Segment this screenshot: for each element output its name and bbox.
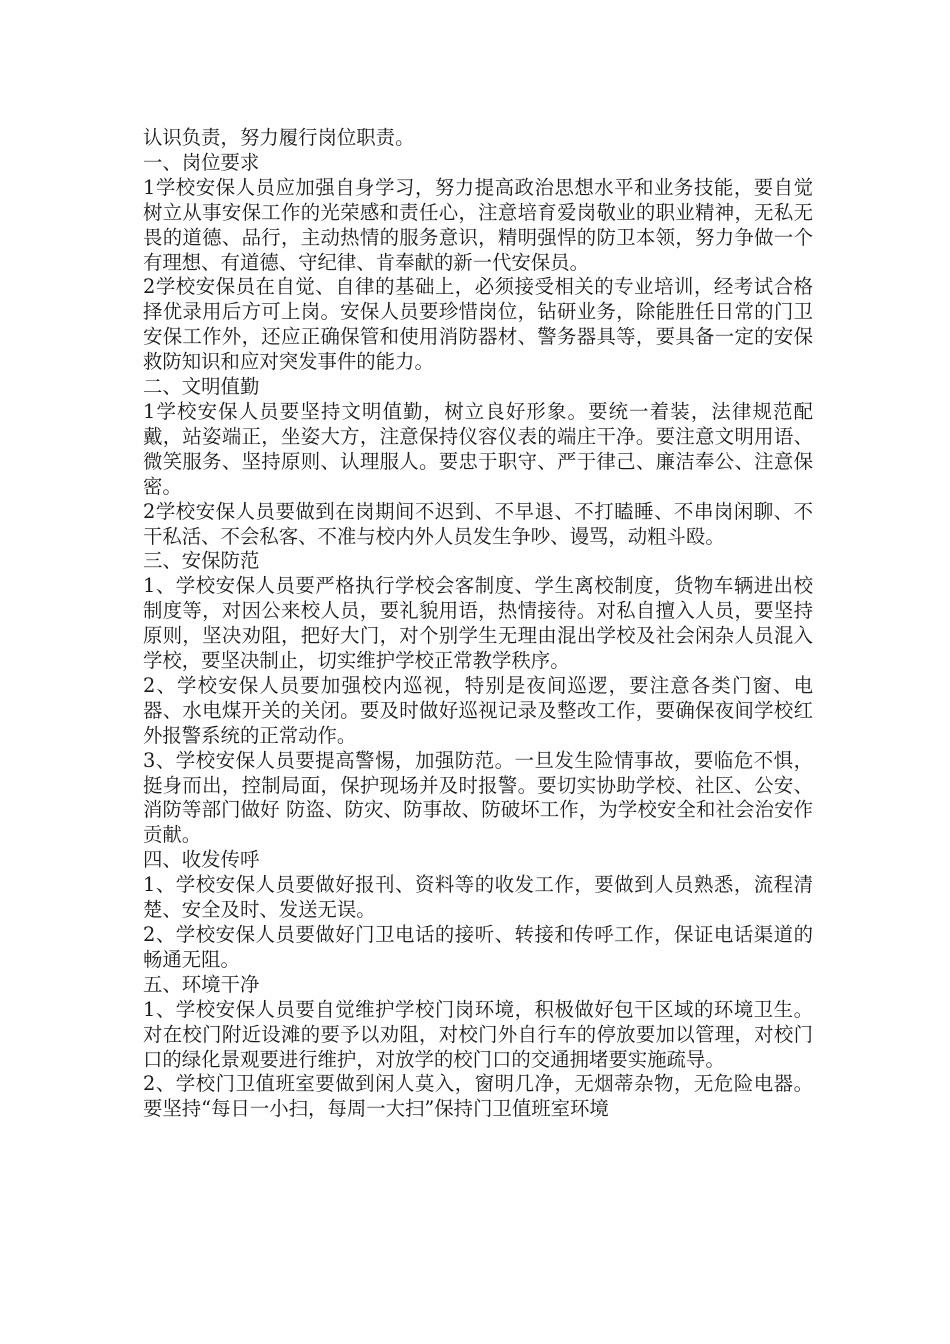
section-heading: 五、环境干净 (143, 972, 260, 996)
paragraph: 1学校安保人员要坚持文明值勤，树立良好形象。要统一着装，法律规范配戴，站姿端正，坐姿大方，注意保持仪容仪表的端庄干净。要注意文明用语、微笑服务、坚持原则、认理服人。要忠于职守、严于律己、廉洁奉公、注意保密。 (143, 399, 813, 498)
paragraph: 2学校安保人员要做到在岗期间不迟到、不早退、不打瞌睡、不串岗闲聊、不干私活、不会私客、不准与校内外人员发生争吵、谩骂，动粗斗殴。 (143, 499, 813, 548)
section-heading: 一、岗位要求 (143, 150, 260, 174)
paragraph: 1、学校安保人员要自觉维护学校门岗环境，积极做好包干区域的环境卫生。对在校门附近设滩的要予以劝阻，对校门外自行车的停放要加以管理，对校门口的绿化景观要进行维护，对放学的校门口的交通拥堵要实施疏导。 (143, 997, 813, 1071)
paragraph: 2、学校安保人员要加强校内巡视，特别是夜间巡逻，要注意各类门窗、电器、水电煤开关的关闭。要及时做好巡视记录及整改工作，要确保夜间学校红外报警系统的正常动作。 (143, 673, 813, 747)
section-heading: 四、收发传呼 (143, 848, 260, 872)
document-body (143, 126, 813, 1122)
paragraph: 1、学校安保人员要做好报刊、资料等的收发工作，要做到人员熟悉，流程清楚、安全及时、发送无误。 (143, 873, 813, 922)
paragraph: 3、学校安保人员要提高警惕，加强防范。一旦发生险情事故，要临危不惧，挺身而出，控制局面，保护现场并及时报警。要切实协助学校、社区、公安、消防等部门做好 防盗、防灾、防事故、防破坏工作，为学校安全和社会治安作贡献。 (143, 748, 813, 847)
paragraph: 1、学校安保人员要严格执行学校会客制度、学生离校制度，货物车辆进出校制度等，对因公来校人员，要礼貌用语，热情接待。对私自擅入人员，要坚持原则，坚决劝阻，把好大门，对个别学生无理由混出学校及社会闲杂人员混入学校，要坚决制止，切实维护学校正常教学秩序。 (143, 574, 813, 673)
section-heading: 二、文明值勤 (143, 375, 260, 399)
section-heading: 三、安保防范 (143, 549, 260, 573)
paragraph: 2、学校门卫值班室要做到闲人莫入，窗明几净，无烟蒂杂物，无危险电器。要坚持“每日一小扫，每周一大扫”保持门卫值班室环境 (143, 1072, 813, 1121)
paragraph: 2学校安保员在自觉、自律的基础上，必须接受相关的专业培训，经考试合格择优录用后方可上岗。安保人员要珍惜岗位，钻研业务，除能胜任日常的门卫安保工作外，还应正确保管和使用消防器材、警务器具等，要具备一定的安保救防知识和应对突发事件的能力。 (143, 275, 813, 374)
paragraph: 认识负责，努力履行岗位职责。 (143, 126, 415, 149)
paragraph: 1学校安保人员应加强自身学习，努力提高政治思想水平和业务技能，要自觉树立从事安保工作的光荣感和责任心，注意培育爱岗敬业的职业精神，无私无畏的道德、品行，主动热情的服务意识，精明强悍的防卫本领，努力争做一个有理想、有道德、守纪律、肯奉献的新一代安保员。 (143, 175, 813, 274)
paragraph: 2、学校安保人员要做好门卫电话的接听、转接和传呼工作，保证电话渠道的畅通无阻。 (143, 923, 813, 971)
